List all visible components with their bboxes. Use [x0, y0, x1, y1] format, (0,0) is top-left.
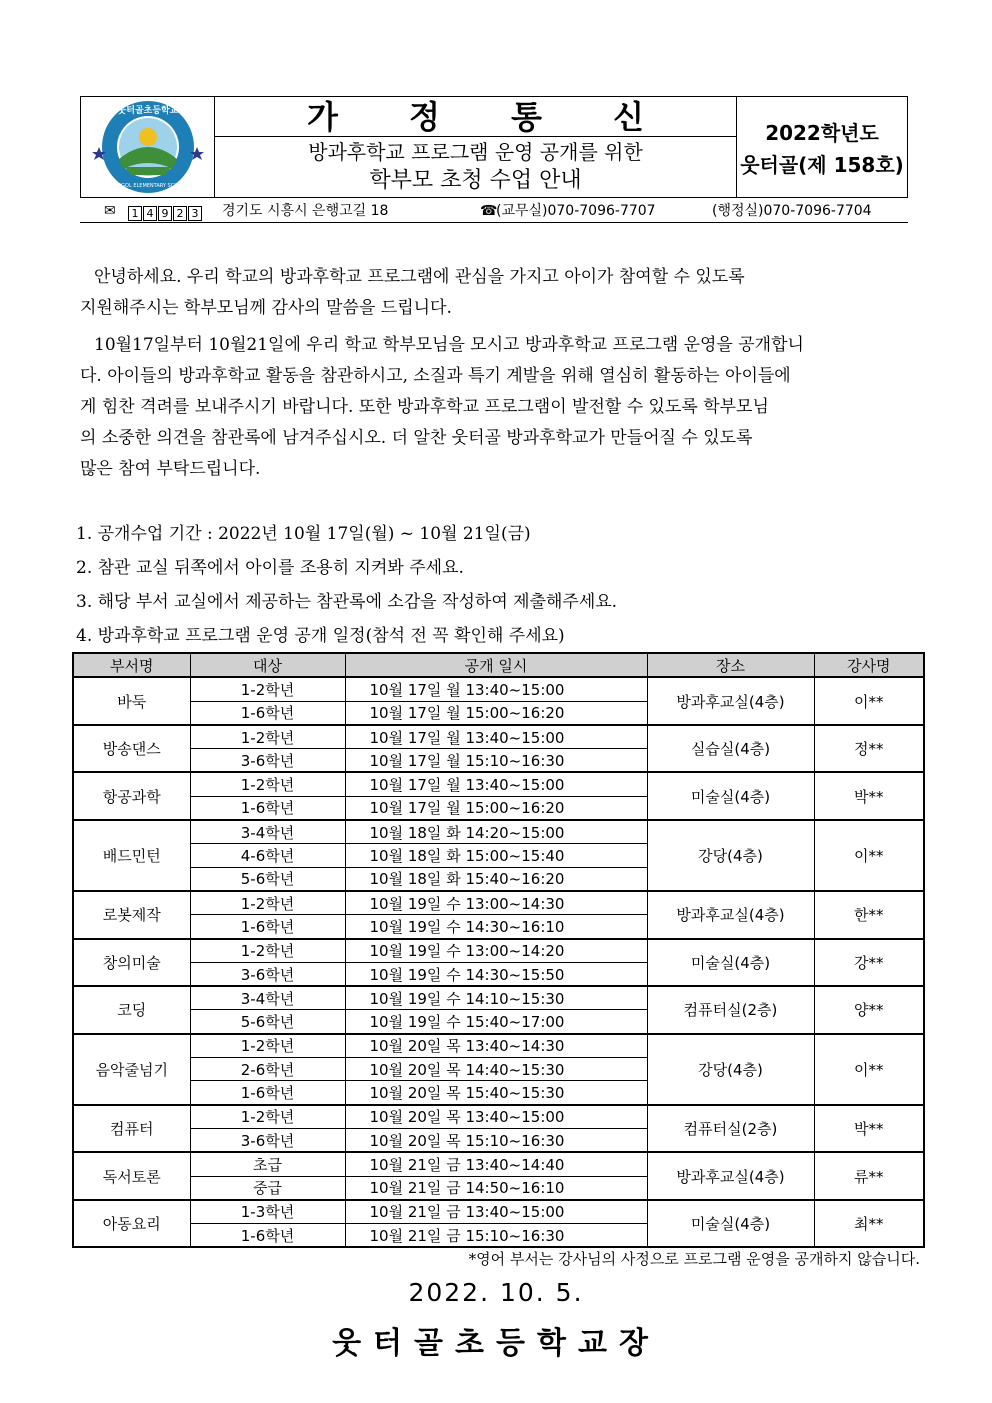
teacher-cell: 최** — [814, 1200, 924, 1248]
schedule-group — [73, 725, 924, 773]
datetime-cell: 10월 17일 월 13:40~15:00 — [345, 772, 647, 796]
target-cell: 3-6학년 — [190, 749, 345, 773]
teacher-cell: 한** — [814, 891, 924, 939]
paragraph-line: 많은 참여 부탁드립니다. — [80, 459, 261, 479]
postal-digit: 9 — [158, 206, 172, 221]
table-row — [73, 725, 924, 749]
header-divider — [80, 222, 908, 223]
header-datetime: 공개 일시 — [345, 653, 647, 677]
logo-top-text: 웃터골초등학교 — [117, 106, 179, 116]
datetime-cell: 10월 18일 화 15:40~16:20 — [345, 867, 647, 891]
newsletter-header — [80, 96, 908, 198]
table-row — [73, 1105, 924, 1129]
target-cell: 1-2학년 — [190, 772, 345, 796]
place-cell: 방과후교실(4층) — [647, 1152, 814, 1200]
datetime-cell: 10월 18일 화 14:20~15:00 — [345, 820, 647, 844]
list-item: 3. 해당 부서 교실에서 제공하는 참관록에 소감을 작성하여 제출해주세요. — [76, 592, 618, 612]
schedule-group — [73, 939, 924, 987]
datetime-cell: 10월 20일 목 15:10~16:30 — [345, 1128, 647, 1152]
header-issue-cell — [737, 97, 907, 197]
target-cell: 3-6학년 — [190, 962, 345, 986]
target-cell: 1-6학년 — [190, 915, 345, 939]
teacher-cell: 이** — [814, 677, 924, 725]
schedule-group — [73, 1105, 924, 1153]
street-address: 경기도 시흥시 은행고길 18 — [222, 203, 389, 219]
info-list — [76, 517, 926, 653]
target-cell: 1-3학년 — [190, 1200, 345, 1224]
phone-office: (교무실)070-7096-7707 — [496, 203, 656, 219]
datetime-cell: 10월 17일 월 15:00~16:20 — [345, 701, 647, 725]
target-cell: 3-4학년 — [190, 986, 345, 1010]
datetime-cell: 10월 20일 목 13:40~14:30 — [345, 1034, 647, 1058]
dept-cell: 코딩 — [73, 986, 190, 1034]
teacher-cell: 이** — [814, 1034, 924, 1105]
paragraph-line: 지원해주시는 학부모님께 감사의 말씀을 드립니다. — [80, 298, 452, 318]
table-row — [73, 820, 924, 844]
paragraph-line: 10월17일부터 10월21일에 우리 학교 학부모님을 모시고 방과후학교 프로그램 운영을 공개합니 — [94, 335, 804, 355]
teacher-cell: 이** — [814, 820, 924, 891]
schedule-group — [73, 677, 924, 725]
teacher-cell: 류** — [814, 1152, 924, 1200]
header-teacher: 강사명 — [814, 653, 924, 677]
table-header-row — [73, 653, 924, 677]
datetime-cell: 10월 17일 월 13:40~15:00 — [345, 725, 647, 749]
paragraph-line: 의 소중한 의견을 참관록에 남겨주십시오. 더 알찬 웃터골 방과후학교가 만들어질 수 있도록 — [80, 428, 753, 448]
list-item: 1. 공개수업 기간 : 2022년 10월 17일(월) ~ 10월 21일(금) — [76, 524, 531, 544]
datetime-cell: 10월 21일 금 14:50~16:10 — [345, 1176, 647, 1200]
header-place: 장소 — [647, 653, 814, 677]
issue-number: 웃터골(제 158호) — [740, 153, 904, 177]
table-row — [73, 1034, 924, 1058]
dept-cell: 로봇제작 — [73, 891, 190, 939]
target-cell: 4-6학년 — [190, 844, 345, 867]
place-cell: 컴퓨터실(2층) — [647, 1105, 814, 1153]
logo-bottom-text: UTEOGOL ELEMENTARY SCHOOL — [107, 183, 189, 189]
dept-cell: 배드민턴 — [73, 820, 190, 891]
place-cell: 실습실(4층) — [647, 725, 814, 773]
principal-signature: 웃터골초등학교장 — [332, 1326, 660, 1361]
postal-digit: 2 — [173, 206, 187, 221]
target-cell: 초급 — [190, 1152, 345, 1176]
table-row — [73, 986, 924, 1010]
datetime-cell: 10월 21일 금 13:40~14:40 — [345, 1152, 647, 1176]
paragraph-line: 게 힘찬 격려를 보내주시기 바랍니다. 또한 방과후학교 프로그램이 발전할 수 있도록 학부모님 — [80, 397, 769, 417]
place-cell: 미술실(4층) — [647, 772, 814, 820]
schedule-group — [73, 891, 924, 939]
teacher-cell: 박** — [814, 772, 924, 820]
place-cell: 컴퓨터실(2층) — [647, 986, 814, 1034]
postal-code — [128, 202, 203, 221]
phone-admin: (행정실)070-7096-7704 — [712, 203, 872, 219]
target-cell: 2-6학년 — [190, 1058, 345, 1081]
dept-cell: 방송댄스 — [73, 725, 190, 773]
schedule-group — [73, 1152, 924, 1200]
dept-cell: 독서토론 — [73, 1152, 190, 1200]
target-cell: 1-2학년 — [190, 725, 345, 749]
target-cell: 3-4학년 — [190, 820, 345, 844]
place-cell: 방과후교실(4층) — [647, 891, 814, 939]
mail-icon: ✉ — [104, 203, 116, 219]
target-cell: 1-2학년 — [190, 939, 345, 963]
newsletter-title: 가 정 통 신 — [215, 97, 736, 137]
dept-cell: 컴퓨터 — [73, 1105, 190, 1153]
datetime-cell: 10월 18일 화 15:00~15:40 — [345, 844, 647, 867]
datetime-cell: 10월 19일 수 14:30~15:50 — [345, 962, 647, 986]
target-cell: 1-6학년 — [190, 701, 345, 725]
datetime-cell: 10월 20일 목 14:40~15:30 — [345, 1058, 647, 1081]
datetime-cell: 10월 20일 목 15:40~15:30 — [345, 1081, 647, 1105]
schedule-group — [73, 986, 924, 1034]
datetime-cell: 10월 19일 수 13:00~14:30 — [345, 891, 647, 915]
newsletter-subtitle-1: 방과후학교 프로그램 운영 공개를 위한 — [308, 140, 643, 164]
target-cell: 1-6학년 — [190, 796, 345, 820]
datetime-cell: 10월 19일 수 14:30~16:10 — [345, 915, 647, 939]
target-cell: 5-6학년 — [190, 1010, 345, 1034]
teacher-cell: 양** — [814, 986, 924, 1034]
paragraph-line: 다. 아이들의 방과후학교 활동을 참관하시고, 소질과 특기 계발을 위해 열심히 활동하는 아이들에 — [80, 366, 791, 386]
issue-date: 2022. 10. 5. — [408, 1278, 584, 1307]
dept-cell: 아동요리 — [73, 1200, 190, 1248]
place-cell: 강당(4층) — [647, 820, 814, 891]
schedule-group — [73, 820, 924, 891]
schedule-table — [72, 652, 925, 1248]
place-cell: 미술실(4층) — [647, 1200, 814, 1248]
datetime-cell: 10월 17일 월 15:10~16:30 — [345, 749, 647, 773]
paragraph-line: 안녕하세요. 우리 학교의 방과후학교 프로그램에 관심을 가지고 아이가 참여할 수 있도록 — [94, 267, 745, 287]
header-title-cell — [215, 97, 737, 197]
target-cell: 1-2학년 — [190, 891, 345, 915]
target-cell: 1-2학년 — [190, 677, 345, 701]
dept-cell: 창의미술 — [73, 939, 190, 987]
intro-paragraph-1 — [80, 262, 922, 324]
target-cell: 3-6학년 — [190, 1128, 345, 1152]
table-row — [73, 939, 924, 963]
dept-cell: 항공과학 — [73, 772, 190, 820]
target-cell: 5-6학년 — [190, 867, 345, 891]
header-target: 대상 — [190, 653, 345, 677]
target-cell: 1-6학년 — [190, 1224, 345, 1248]
school-year: 2022학년도 — [765, 121, 879, 145]
table-row — [73, 1200, 924, 1224]
teacher-cell: 정** — [814, 725, 924, 773]
datetime-cell: 10월 19일 수 15:40~17:00 — [345, 1010, 647, 1034]
schedule-group — [73, 1200, 924, 1248]
place-cell: 방과후교실(4층) — [647, 677, 814, 725]
school-logo — [81, 97, 215, 197]
table-row — [73, 772, 924, 796]
datetime-cell: 10월 21일 금 15:10~16:30 — [345, 1224, 647, 1248]
datetime-cell: 10월 17일 월 13:40~15:00 — [345, 677, 647, 701]
datetime-cell: 10월 20일 목 13:40~15:00 — [345, 1105, 647, 1129]
address-row — [100, 202, 900, 220]
teacher-cell: 강** — [814, 939, 924, 987]
postal-digit: 1 — [128, 206, 142, 221]
footnote: *영어 부서는 강사님의 사정으로 프로그램 운영을 공개하지 않습니다. — [468, 1250, 920, 1268]
phone-icon: ☎ — [480, 203, 498, 219]
schedule-group — [73, 772, 924, 820]
table-row — [73, 1152, 924, 1176]
postal-digit: 4 — [143, 206, 157, 221]
postal-digit: 3 — [188, 206, 202, 221]
datetime-cell: 10월 17일 월 15:00~16:20 — [345, 796, 647, 820]
header-dept: 부서명 — [73, 653, 190, 677]
newsletter-subtitle-2: 학부모 초청 수업 안내 — [369, 168, 582, 193]
list-item: 4. 방과후학교 프로그램 운영 공개 일정(참석 전 꼭 확인해 주세요) — [76, 626, 565, 646]
datetime-cell: 10월 21일 금 13:40~15:00 — [345, 1200, 647, 1224]
dept-cell: 바둑 — [73, 677, 190, 725]
school-logo-cell — [81, 97, 215, 197]
teacher-cell: 박** — [814, 1105, 924, 1153]
target-cell: 중급 — [190, 1176, 345, 1200]
intro-paragraph-2 — [80, 330, 922, 485]
datetime-cell: 10월 19일 수 14:10~15:30 — [345, 986, 647, 1010]
table-row — [73, 891, 924, 915]
place-cell: 미술실(4층) — [647, 939, 814, 987]
dept-cell: 음악줄넘기 — [73, 1034, 190, 1105]
place-cell: 강당(4층) — [647, 1034, 814, 1105]
datetime-cell: 10월 19일 수 13:00~14:20 — [345, 939, 647, 963]
target-cell: 1-2학년 — [190, 1105, 345, 1129]
table-row — [73, 677, 924, 701]
list-item: 2. 참관 교실 뒤쪽에서 아이를 조용히 지켜봐 주세요. — [76, 558, 464, 578]
target-cell: 1-2학년 — [190, 1034, 345, 1058]
target-cell: 1-6학년 — [190, 1081, 345, 1105]
schedule-group — [73, 1034, 924, 1105]
